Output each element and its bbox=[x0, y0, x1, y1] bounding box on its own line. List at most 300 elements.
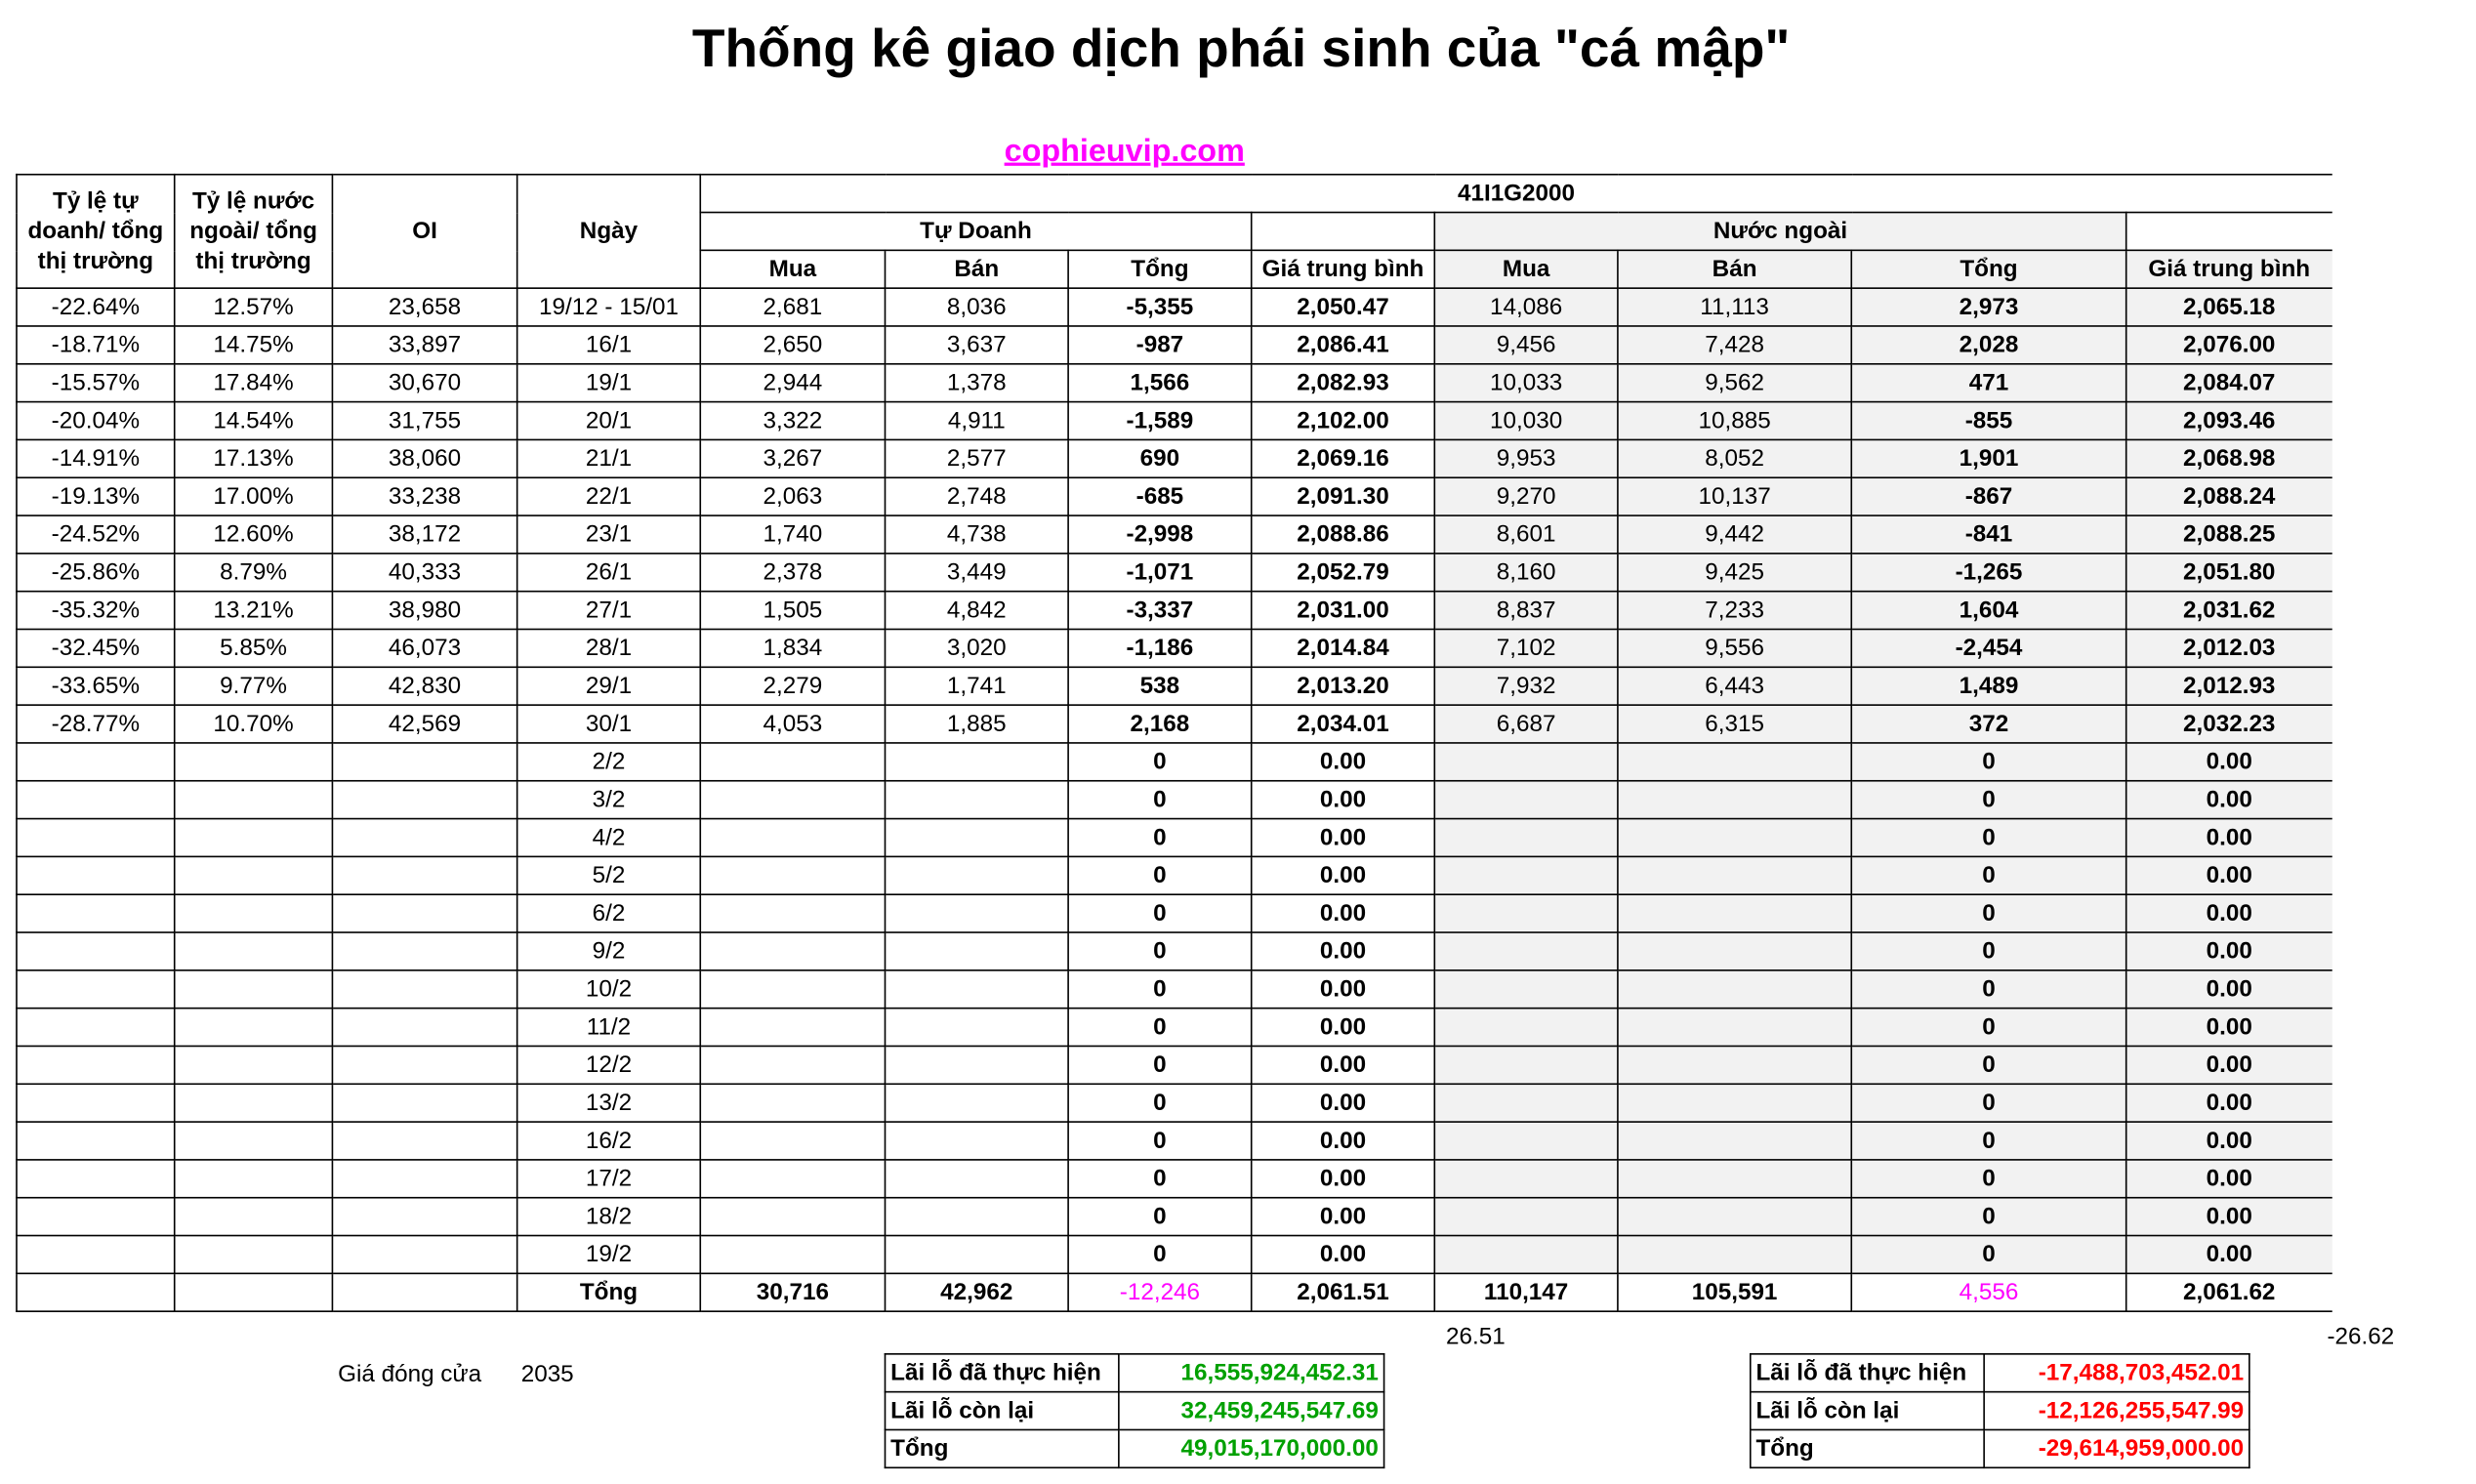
table-row bbox=[17, 439, 2332, 477]
nn-mua-cell: 7,932 bbox=[1434, 667, 1618, 705]
oi-cell: 40,333 bbox=[332, 554, 516, 592]
nn-tong-cell: 372 bbox=[1851, 705, 2125, 743]
td-mua-cell: 1,834 bbox=[700, 629, 885, 667]
closing-price-label: Giá đóng cửa bbox=[338, 1361, 482, 1388]
nn-tong-cell: -1,265 bbox=[1851, 554, 2125, 592]
nn-ratio-cell bbox=[175, 1084, 333, 1122]
td-tong-cell: -1,186 bbox=[1068, 629, 1252, 667]
nn-tong-cell: 1,489 bbox=[1851, 667, 2125, 705]
table-row bbox=[17, 1122, 2332, 1160]
oi-cell bbox=[332, 932, 516, 970]
nn-tong-cell: 2,028 bbox=[1851, 326, 2125, 364]
td-ratio-cell bbox=[17, 743, 175, 781]
nn-ban-cell bbox=[1618, 1009, 1851, 1047]
td-tong-cell: -685 bbox=[1068, 477, 1252, 515]
nn-gia-cell: 2,012.93 bbox=[2126, 667, 2332, 705]
date-cell: 2/2 bbox=[517, 743, 701, 781]
td-mua-cell: 2,650 bbox=[700, 326, 885, 364]
date-cell: 12/2 bbox=[517, 1046, 701, 1084]
oi-cell: 30,670 bbox=[332, 364, 516, 402]
pnl-td-realized-label: Lãi lỗ đã thực hiện bbox=[885, 1354, 1118, 1392]
td-tong-cell: -5,355 bbox=[1068, 288, 1252, 326]
nn-ban-cell bbox=[1618, 1236, 1851, 1274]
nn-gia-cell: 2,012.03 bbox=[2126, 629, 2332, 667]
site-link[interactable]: cophieuvip.com bbox=[1004, 134, 1245, 170]
nn-gia-cell: 2,076.00 bbox=[2126, 326, 2332, 364]
oi-cell bbox=[332, 1198, 516, 1236]
td-mua-cell: 2,944 bbox=[700, 364, 885, 402]
td-ratio-cell: -20.04% bbox=[17, 402, 175, 440]
td-tong-cell: 0 bbox=[1068, 1046, 1252, 1084]
header-nn-ban: Bán bbox=[1618, 250, 1851, 288]
table-row bbox=[17, 781, 2332, 819]
td-ratio-cell bbox=[17, 932, 175, 970]
nn-ban-cell bbox=[1618, 819, 1851, 857]
nn-tong-cell: 0 bbox=[1851, 819, 2125, 857]
td-tong-cell: -2,998 bbox=[1068, 515, 1252, 554]
td-mua-cell bbox=[700, 1046, 885, 1084]
td-ban-cell bbox=[885, 743, 1068, 781]
td-tong-cell: 0 bbox=[1068, 970, 1252, 1009]
nn-tong-cell: 0 bbox=[1851, 1046, 2125, 1084]
nn-ratio-cell: 17.00% bbox=[175, 477, 333, 515]
td-mua-cell bbox=[700, 1122, 885, 1160]
td-gia-cell: 2,082.93 bbox=[1252, 364, 1435, 402]
nn-mua-cell: 7,102 bbox=[1434, 629, 1618, 667]
nn-mua-cell: 9,270 bbox=[1434, 477, 1618, 515]
td-gia-cell: 2,034.01 bbox=[1252, 705, 1435, 743]
table-row bbox=[17, 819, 2332, 857]
date-cell: 21/1 bbox=[517, 439, 701, 477]
nn-ratio-cell bbox=[175, 1236, 333, 1274]
td-gia-cell: 0.00 bbox=[1252, 1009, 1435, 1047]
nn-mua-cell bbox=[1434, 1084, 1618, 1122]
nn-mua-cell bbox=[1434, 1236, 1618, 1274]
nn-gia-cell: 2,068.98 bbox=[2126, 439, 2332, 477]
td-mua-cell: 3,322 bbox=[700, 402, 885, 440]
nn-ratio-cell bbox=[175, 856, 333, 894]
total-nn-mua: 110,147 bbox=[1434, 1273, 1618, 1311]
total-cell-empty bbox=[332, 1273, 516, 1311]
nn-gia-cell: 0.00 bbox=[2126, 894, 2332, 932]
table-row bbox=[17, 1009, 2332, 1047]
nn-gia-cell: 2,065.18 bbox=[2126, 288, 2332, 326]
td-ban-cell bbox=[885, 1160, 1068, 1198]
nn-tong-cell: 0 bbox=[1851, 1009, 2125, 1047]
td-tong-cell: -987 bbox=[1068, 326, 1252, 364]
nn-mua-cell: 10,033 bbox=[1434, 364, 1618, 402]
table-row bbox=[17, 1236, 2332, 1274]
date-cell: 28/1 bbox=[517, 629, 701, 667]
total-nn-tong: 4,556 bbox=[1851, 1273, 2125, 1311]
td-tong-cell: 0 bbox=[1068, 819, 1252, 857]
nn-tong-cell: 0 bbox=[1851, 1084, 2125, 1122]
nn-gia-cell: 0.00 bbox=[2126, 781, 2332, 819]
date-cell: 29/1 bbox=[517, 667, 701, 705]
table-row bbox=[17, 1084, 2332, 1122]
oi-cell: 38,172 bbox=[332, 515, 516, 554]
date-cell: 26/1 bbox=[517, 554, 701, 592]
td-ban-cell bbox=[885, 1236, 1068, 1274]
header-nn-gia: Giá trung bình bbox=[2126, 250, 2332, 288]
table-row bbox=[17, 705, 2332, 743]
td-mua-cell bbox=[700, 932, 885, 970]
oi-cell bbox=[332, 1122, 516, 1160]
header-td-mua: Mua bbox=[700, 250, 885, 288]
td-ratio-cell: -15.57% bbox=[17, 364, 175, 402]
date-cell: 19/12 - 15/01 bbox=[517, 288, 701, 326]
nn-ratio-cell: 12.60% bbox=[175, 515, 333, 554]
td-ratio-cell bbox=[17, 970, 175, 1009]
nn-mua-cell: 8,837 bbox=[1434, 592, 1618, 630]
td-ban-cell bbox=[885, 1084, 1068, 1122]
nn-mua-cell: 9,953 bbox=[1434, 439, 1618, 477]
td-mua-cell: 2,063 bbox=[700, 477, 885, 515]
table-body bbox=[17, 288, 2332, 1273]
nn-tong-cell: 0 bbox=[1851, 894, 2125, 932]
nn-tong-cell: 0 bbox=[1851, 1236, 2125, 1274]
table-row bbox=[17, 326, 2332, 364]
td-gia-cell: 0.00 bbox=[1252, 1236, 1435, 1274]
nn-gia-cell: 2,031.62 bbox=[2126, 592, 2332, 630]
nn-ratio-cell bbox=[175, 743, 333, 781]
nn-ratio-cell: 14.54% bbox=[175, 402, 333, 440]
nn-ban-cell bbox=[1618, 743, 1851, 781]
td-gia-cell: 2,102.00 bbox=[1252, 402, 1435, 440]
td-gia-cell: 2,050.47 bbox=[1252, 288, 1435, 326]
td-ratio-cell: -32.45% bbox=[17, 629, 175, 667]
header-td-gia: Giá trung bình bbox=[1252, 250, 1435, 288]
td-mua-cell bbox=[700, 1160, 885, 1198]
nn-ban-cell bbox=[1618, 1084, 1851, 1122]
td-ban-cell: 1,378 bbox=[885, 364, 1068, 402]
date-cell: 19/2 bbox=[517, 1236, 701, 1274]
table-row bbox=[17, 1160, 2332, 1198]
td-ratio-cell: -25.86% bbox=[17, 554, 175, 592]
nn-ratio-cell bbox=[175, 1160, 333, 1198]
td-gia-cell: 2,031.00 bbox=[1252, 592, 1435, 630]
td-gia-cell: 2,069.16 bbox=[1252, 439, 1435, 477]
nn-mua-cell bbox=[1434, 1198, 1618, 1236]
header-blank-2 bbox=[2126, 213, 2332, 251]
table-row bbox=[17, 629, 2332, 667]
td-tong-cell: 0 bbox=[1068, 856, 1252, 894]
total-td-tong: -12,246 bbox=[1068, 1273, 1252, 1311]
td-mua-cell bbox=[700, 781, 885, 819]
nn-gia-cell: 2,084.07 bbox=[2126, 364, 2332, 402]
stats-table bbox=[16, 174, 2332, 1312]
td-ban-cell: 2,577 bbox=[885, 439, 1068, 477]
td-ban-cell: 4,738 bbox=[885, 515, 1068, 554]
nn-gia-cell: 0.00 bbox=[2126, 1046, 2332, 1084]
td-tong-cell: 0 bbox=[1068, 1198, 1252, 1236]
td-ban-cell bbox=[885, 819, 1068, 857]
nn-gia-cell: 0.00 bbox=[2126, 1084, 2332, 1122]
td-tong-cell: -1,589 bbox=[1068, 402, 1252, 440]
td-gia-cell: 0.00 bbox=[1252, 894, 1435, 932]
date-cell: 10/2 bbox=[517, 970, 701, 1009]
table-row bbox=[17, 856, 2332, 894]
td-tong-cell: -3,337 bbox=[1068, 592, 1252, 630]
total-cell-empty bbox=[17, 1273, 175, 1311]
oi-cell: 38,980 bbox=[332, 592, 516, 630]
nn-tong-cell: -867 bbox=[1851, 477, 2125, 515]
header-nn-mua: Mua bbox=[1434, 250, 1618, 288]
td-gia-cell: 0.00 bbox=[1252, 1084, 1435, 1122]
td-ban-cell bbox=[885, 1198, 1068, 1236]
pnl-nn-total-value: -29,614,959,000.00 bbox=[1984, 1429, 2249, 1467]
table-row bbox=[17, 894, 2332, 932]
table-row bbox=[17, 1198, 2332, 1236]
nn-ratio-cell bbox=[175, 970, 333, 1009]
oi-cell bbox=[332, 894, 516, 932]
nn-gia-cell: 2,088.25 bbox=[2126, 515, 2332, 554]
nn-tong-cell: 2,973 bbox=[1851, 288, 2125, 326]
td-tong-cell: 538 bbox=[1068, 667, 1252, 705]
nn-ratio-cell: 13.21% bbox=[175, 592, 333, 630]
nn-ban-cell bbox=[1618, 1160, 1851, 1198]
oi-cell bbox=[332, 743, 516, 781]
nn-ban-cell bbox=[1618, 1122, 1851, 1160]
nn-gia-cell: 0.00 bbox=[2126, 1160, 2332, 1198]
nn-ban-cell: 10,885 bbox=[1618, 402, 1851, 440]
nn-gia-cell: 0.00 bbox=[2126, 743, 2332, 781]
nn-gia-cell: 0.00 bbox=[2126, 856, 2332, 894]
nn-ratio-cell bbox=[175, 894, 333, 932]
oi-cell bbox=[332, 781, 516, 819]
oi-cell bbox=[332, 856, 516, 894]
td-ratio-cell: -14.91% bbox=[17, 439, 175, 477]
td-ratio-cell: -33.65% bbox=[17, 667, 175, 705]
nn-ban-cell: 9,562 bbox=[1618, 364, 1851, 402]
table-row bbox=[17, 515, 2332, 554]
td-ban-cell bbox=[885, 856, 1068, 894]
nn-ratio-cell bbox=[175, 1122, 333, 1160]
nn-mua-cell bbox=[1434, 781, 1618, 819]
nn-gia-cell: 2,088.24 bbox=[2126, 477, 2332, 515]
nn-tong-cell: 471 bbox=[1851, 364, 2125, 402]
nn-ban-cell: 9,556 bbox=[1618, 629, 1851, 667]
td-mua-cell bbox=[700, 1198, 885, 1236]
nn-tong-cell: 0 bbox=[1851, 1198, 2125, 1236]
nn-mua-cell: 8,160 bbox=[1434, 554, 1618, 592]
nn-mua-cell bbox=[1434, 970, 1618, 1009]
td-mua-cell: 2,279 bbox=[700, 667, 885, 705]
table-row bbox=[17, 364, 2332, 402]
pnl-nn-remaining-value: -12,126,255,547.99 bbox=[1984, 1392, 2249, 1430]
td-mua-cell bbox=[700, 819, 885, 857]
date-cell: 30/1 bbox=[517, 705, 701, 743]
nn-ban-cell: 7,233 bbox=[1618, 592, 1851, 630]
oi-cell: 33,238 bbox=[332, 477, 516, 515]
td-mua-cell: 1,740 bbox=[700, 515, 885, 554]
td-gia-cell: 0.00 bbox=[1252, 856, 1435, 894]
nn-mua-cell bbox=[1434, 1009, 1618, 1047]
date-cell: 19/1 bbox=[517, 364, 701, 402]
td-ban-cell bbox=[885, 932, 1068, 970]
nn-ban-cell: 9,425 bbox=[1618, 554, 1851, 592]
nn-gia-cell: 0.00 bbox=[2126, 1122, 2332, 1160]
header-tu-doanh: Tự Doanh bbox=[700, 213, 1251, 251]
td-gia-cell: 2,088.86 bbox=[1252, 515, 1435, 554]
nn-ratio-cell bbox=[175, 1046, 333, 1084]
nn-gia-cell: 2,051.80 bbox=[2126, 554, 2332, 592]
td-ban-cell: 1,741 bbox=[885, 667, 1068, 705]
nn-gia-cell: 0.00 bbox=[2126, 970, 2332, 1009]
oi-cell bbox=[332, 1236, 516, 1274]
td-gia-cell: 0.00 bbox=[1252, 1160, 1435, 1198]
header-contract: 41I1G2000 bbox=[700, 175, 2332, 213]
td-ban-cell: 1,885 bbox=[885, 705, 1068, 743]
td-ban-cell bbox=[885, 970, 1068, 1009]
td-ban-cell: 2,748 bbox=[885, 477, 1068, 515]
td-mua-cell: 1,505 bbox=[700, 592, 885, 630]
oi-cell: 42,830 bbox=[332, 667, 516, 705]
pnl-td-total-value: 49,015,170,000.00 bbox=[1119, 1429, 1384, 1467]
table-row bbox=[17, 402, 2332, 440]
td-tong-cell: 1,566 bbox=[1068, 364, 1252, 402]
td-ratio-cell bbox=[17, 781, 175, 819]
td-gia-cell: 0.00 bbox=[1252, 743, 1435, 781]
nn-ban-cell bbox=[1618, 856, 1851, 894]
nn-tong-cell: -841 bbox=[1851, 515, 2125, 554]
td-ban-cell bbox=[885, 781, 1068, 819]
td-tong-cell: 0 bbox=[1068, 894, 1252, 932]
nn-mua-cell: 10,030 bbox=[1434, 402, 1618, 440]
nn-gia-cell: 0.00 bbox=[2126, 1009, 2332, 1047]
page-title: Thống kê giao dịch phái sinh của "cá mập" bbox=[691, 19, 1791, 79]
table-row bbox=[17, 970, 2332, 1009]
nn-gia-cell: 2,032.23 bbox=[2126, 705, 2332, 743]
td-ratio-cell bbox=[17, 1046, 175, 1084]
header-blank-1 bbox=[1252, 213, 1435, 251]
td-ratio-cell bbox=[17, 1198, 175, 1236]
td-mua-cell: 2,378 bbox=[700, 554, 885, 592]
td-ratio-cell: -35.32% bbox=[17, 592, 175, 630]
pnl-nn-remaining-label: Lãi lỗ còn lại bbox=[1751, 1392, 1984, 1430]
td-gia-cell: 0.00 bbox=[1252, 1046, 1435, 1084]
td-ban-cell: 8,036 bbox=[885, 288, 1068, 326]
nn-mua-cell: 14,086 bbox=[1434, 288, 1618, 326]
oi-cell: 38,060 bbox=[332, 439, 516, 477]
td-ban-cell bbox=[885, 1009, 1068, 1047]
nn-ratio-cell bbox=[175, 1009, 333, 1047]
nn-gia-cell: 0.00 bbox=[2126, 1198, 2332, 1236]
nn-ban-cell bbox=[1618, 781, 1851, 819]
nn-mua-cell bbox=[1434, 1160, 1618, 1198]
td-gia-cell: 0.00 bbox=[1252, 1122, 1435, 1160]
nn-mua-cell: 8,601 bbox=[1434, 515, 1618, 554]
total-td-mua: 30,716 bbox=[700, 1273, 885, 1311]
td-tong-cell: 0 bbox=[1068, 1084, 1252, 1122]
td-ratio-cell bbox=[17, 894, 175, 932]
date-cell: 23/1 bbox=[517, 515, 701, 554]
td-ratio-cell bbox=[17, 819, 175, 857]
nn-gia-cell: 2,093.46 bbox=[2126, 402, 2332, 440]
nn-mua-cell bbox=[1434, 932, 1618, 970]
oi-cell: 46,073 bbox=[332, 629, 516, 667]
pnl-tu-doanh-table bbox=[885, 1353, 1385, 1468]
nn-gia-cell: 0.00 bbox=[2126, 1236, 2332, 1274]
oi-cell bbox=[332, 1009, 516, 1047]
nn-ratio-cell: 9.77% bbox=[175, 667, 333, 705]
pnl-td-total-label: Tổng bbox=[885, 1429, 1118, 1467]
nn-tong-cell: 0 bbox=[1851, 856, 2125, 894]
totals-row bbox=[17, 1273, 2332, 1311]
pnl-td-remaining-value: 32,459,245,547.69 bbox=[1119, 1392, 1384, 1430]
nn-tong-cell: 0 bbox=[1851, 1122, 2125, 1160]
nn-ratio-cell bbox=[175, 932, 333, 970]
td-ratio-cell: -24.52% bbox=[17, 515, 175, 554]
table-row bbox=[17, 743, 2332, 781]
nn-ban-cell bbox=[1618, 932, 1851, 970]
table-row bbox=[17, 554, 2332, 592]
td-tong-cell: 0 bbox=[1068, 1009, 1252, 1047]
date-cell: 20/1 bbox=[517, 402, 701, 440]
nn-tong-cell: 1,901 bbox=[1851, 439, 2125, 477]
nn-mua-cell bbox=[1434, 743, 1618, 781]
pnl-nn-total-label: Tổng bbox=[1751, 1429, 1984, 1467]
nn-ratio-cell: 8.79% bbox=[175, 554, 333, 592]
nn-tong-cell: 0 bbox=[1851, 743, 2125, 781]
td-ratio-cell bbox=[17, 1009, 175, 1047]
nn-mua-cell bbox=[1434, 1046, 1618, 1084]
td-tong-cell: 0 bbox=[1068, 1160, 1252, 1198]
td-ban-cell bbox=[885, 1046, 1068, 1084]
pnl-nn-realized-value: -17,488,703,452.01 bbox=[1984, 1354, 2249, 1392]
table-row bbox=[17, 667, 2332, 705]
header-oi: OI bbox=[332, 175, 516, 288]
nn-tong-cell: 0 bbox=[1851, 1160, 2125, 1198]
td-tong-cell: 690 bbox=[1068, 439, 1252, 477]
td-mua-cell bbox=[700, 894, 885, 932]
td-mua-cell bbox=[700, 1236, 885, 1274]
nn-ratio-cell: 12.57% bbox=[175, 288, 333, 326]
nn-ban-cell bbox=[1618, 1046, 1851, 1084]
header-td-ratio: Tỷ lệ tự doanh/ tổng thị trường bbox=[17, 175, 175, 288]
date-cell: 16/2 bbox=[517, 1122, 701, 1160]
date-cell: 9/2 bbox=[517, 932, 701, 970]
nn-ratio-cell bbox=[175, 1198, 333, 1236]
nn-ratio-cell bbox=[175, 819, 333, 857]
nn-mua-cell: 6,687 bbox=[1434, 705, 1618, 743]
date-cell: 11/2 bbox=[517, 1009, 701, 1047]
td-ban-cell: 4,911 bbox=[885, 402, 1068, 440]
oi-cell bbox=[332, 1084, 516, 1122]
nn-ratio-cell: 10.70% bbox=[175, 705, 333, 743]
td-gia-cell: 2,014.84 bbox=[1252, 629, 1435, 667]
td-ban-cell: 3,449 bbox=[885, 554, 1068, 592]
td-ban-cell bbox=[885, 1122, 1068, 1160]
td-mua-cell bbox=[700, 1084, 885, 1122]
nn-tong-cell: -2,454 bbox=[1851, 629, 2125, 667]
nn-ratio-cell bbox=[175, 781, 333, 819]
pnl-td-remaining-label: Lãi lỗ còn lại bbox=[885, 1392, 1118, 1430]
pnl-td-realized-value: 16,555,924,452.31 bbox=[1119, 1354, 1384, 1392]
nn-tong-cell: 1,604 bbox=[1851, 592, 2125, 630]
td-tong-cell: 0 bbox=[1068, 781, 1252, 819]
td-mua-cell: 4,053 bbox=[700, 705, 885, 743]
td-ratio-cell: -28.77% bbox=[17, 705, 175, 743]
nn-mua-cell bbox=[1434, 1122, 1618, 1160]
date-cell: 3/2 bbox=[517, 781, 701, 819]
nn-ban-cell: 9,442 bbox=[1618, 515, 1851, 554]
td-mua-cell bbox=[700, 1009, 885, 1047]
td-price-diff: 26.51 bbox=[1445, 1323, 1506, 1350]
td-gia-cell: 2,052.79 bbox=[1252, 554, 1435, 592]
td-ratio-cell bbox=[17, 1122, 175, 1160]
total-td-gia: 2,061.51 bbox=[1252, 1273, 1435, 1311]
